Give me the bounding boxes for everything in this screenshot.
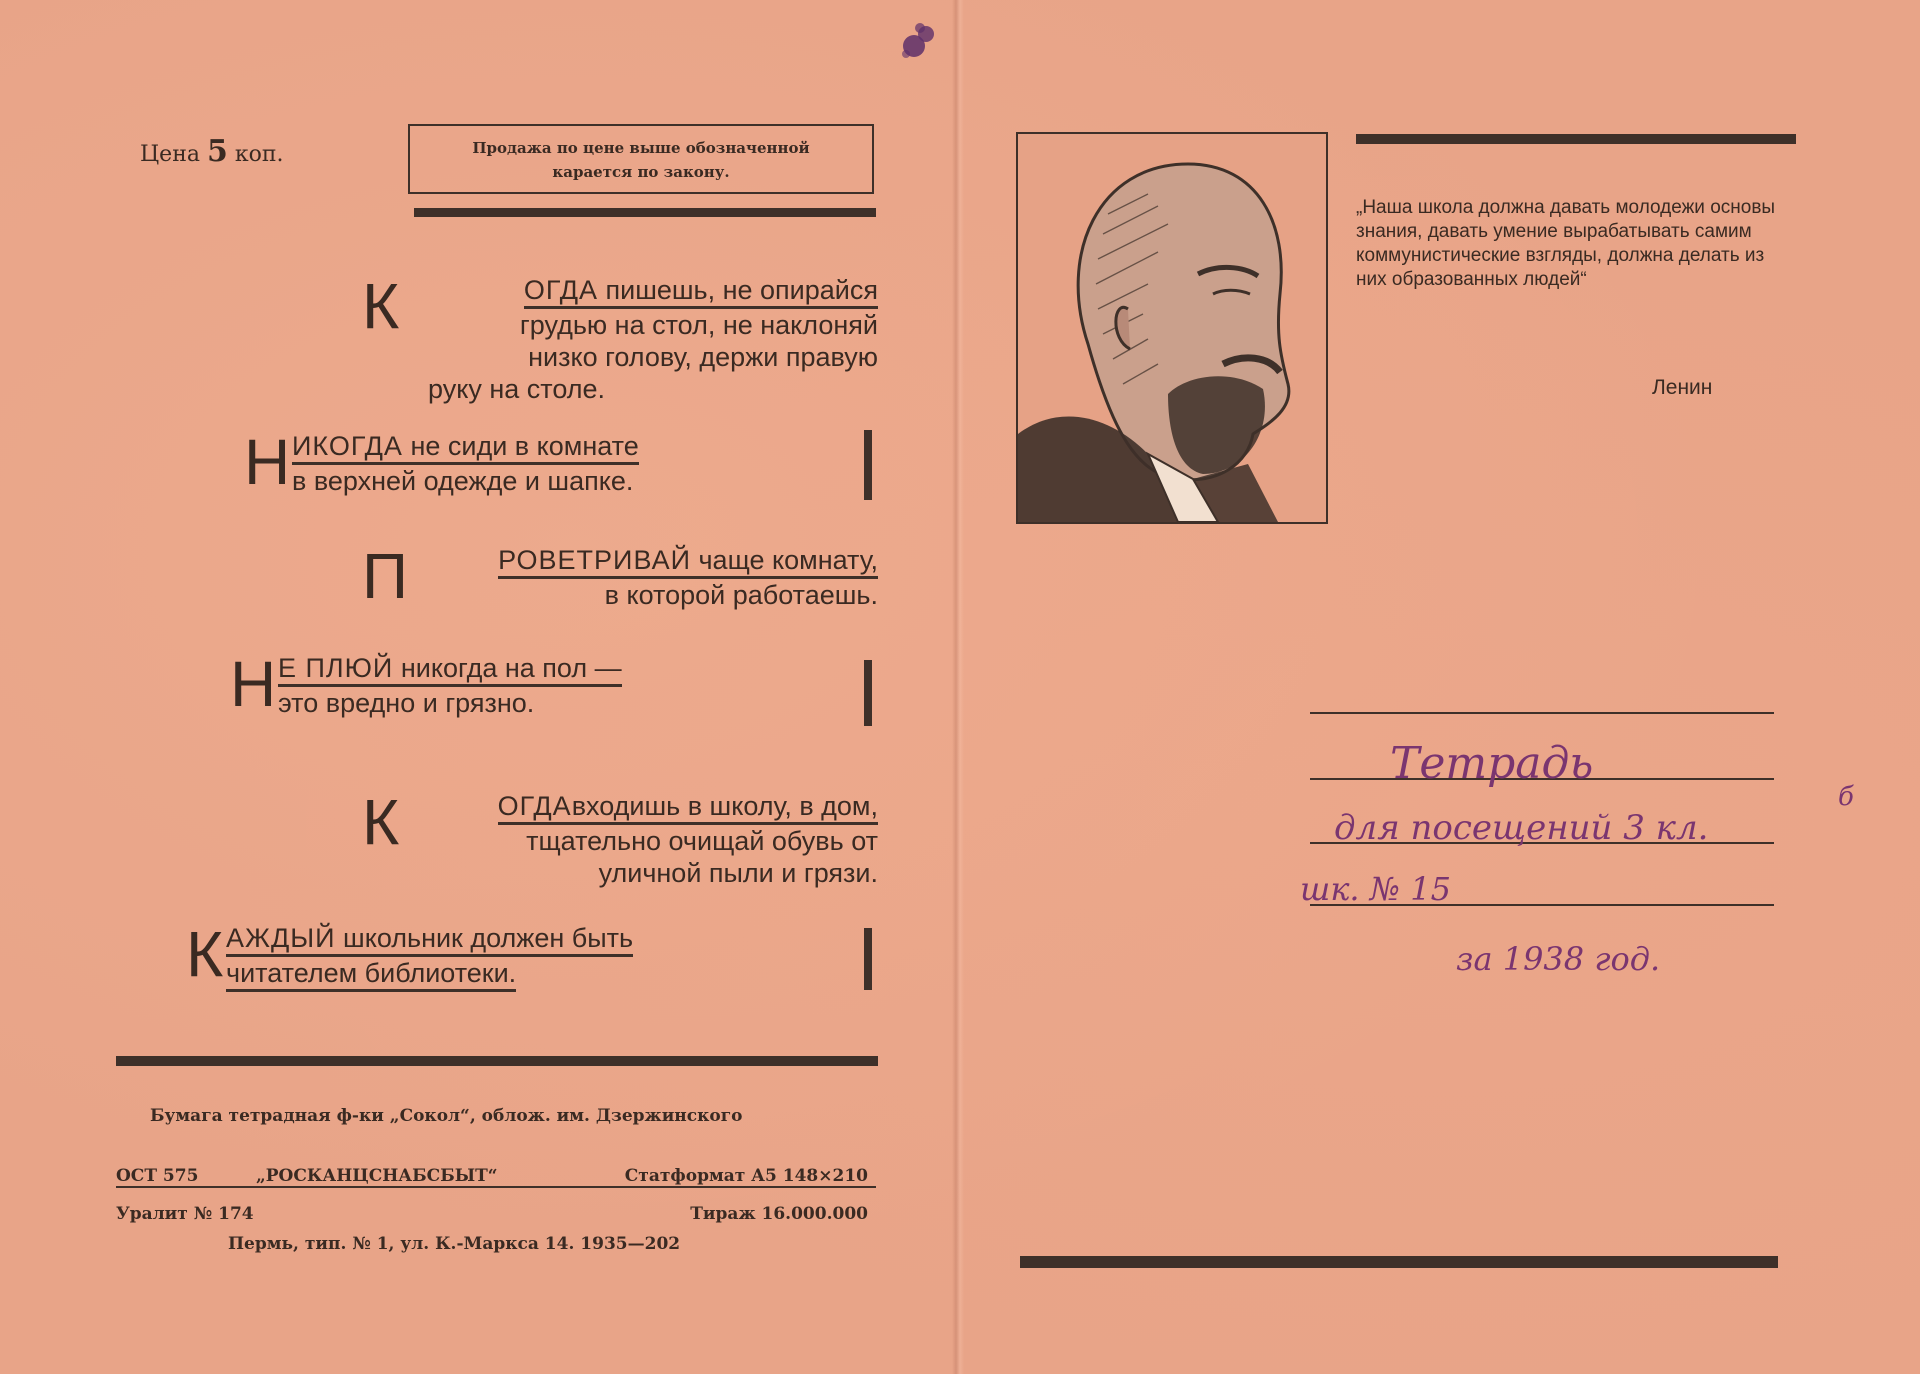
rule-2-line-2: в верхней одежде и шапке. [292,466,634,496]
rule-4 [278,652,758,719]
portrait-image [1018,134,1326,522]
rule-5-line-1: ОГДАвходишь в школу, в дом, [498,790,878,825]
notice-line-2: карается по закону. [552,163,730,181]
top-rule-left [414,208,876,217]
rule-4-side-bar [864,660,872,726]
rule-3-line-2: в которой работаешь. [604,580,878,610]
notice-line-1: Продажа по цене выше обозначенной [472,139,810,157]
imprint-tirage-line [116,1204,876,1228]
handwritten-year: за 1938 год. [1456,940,1661,978]
rule-5 [408,790,878,889]
rule-1-line-2: грудью на стол, не наклоняй [519,310,878,340]
price-unit: коп. [234,142,284,167]
rule-2-side-bar [864,430,872,500]
price-label: Цена [140,142,200,167]
rule-1-line-4: руку на столе. [428,374,606,404]
rule-1 [408,274,878,405]
imprint-ost: ОСТ 575 [116,1166,199,1186]
rule-3 [408,544,878,611]
top-rule-right [1356,134,1796,144]
write-line-1 [1310,712,1774,714]
handwritten-school: шк. № 15 [1300,870,1451,908]
rule-6-side-bar [864,928,872,990]
imprint-format: Статформат А5 148×210 [624,1166,868,1186]
rule-6-line-1: АЖДЫЙ школьник должен быть [226,922,633,957]
rule-4-line-1: Е ПЛЮЙ никогда на пол — [278,652,622,687]
quote-author: Ленин [1652,376,1713,399]
portrait-engraving [1016,132,1328,524]
price-line [140,134,284,169]
rule-1-initial: К [362,270,400,342]
bottom-rule-left [116,1056,878,1066]
lenin-quote: „Наша школа должна давать молодежи основы знания, давать умение вырабатывать самим коммунистические взгляды, должна делать из них образованных людей“ [1356,197,1776,290]
imprint-underline [116,1186,876,1188]
rule-3-initial: П [362,540,408,612]
rule-4-initial: Н [230,648,277,720]
imprint-glavlit: Уралит № 174 [116,1204,254,1224]
rule-5-initial: К [362,786,400,858]
price-value: 5 [206,134,228,169]
ink-blot [892,14,944,66]
rule-6-initial: К [186,918,224,990]
handwritten-purpose: для посещений 3 кл. [1334,808,1709,848]
rule-2-line-1: ИКОГДА не сиди в комнате [292,430,639,465]
rule-5-line-3: уличной пыли и грязи. [598,858,878,888]
imprint-tirage: Тираж 16.000.000 [690,1204,868,1224]
price-notice-box [408,124,874,194]
rule-3-line-1: РОВЕТРИВАЙ чаще комнату, [498,544,878,579]
imprint-brand: „РОСКАНЦСНАБСБЫТ“ [256,1166,498,1186]
rule-2-initial: Н [244,426,291,498]
handwritten-title: Тетрадь [1390,738,1594,789]
rule-6 [226,922,766,992]
center-fold [952,0,964,1374]
rule-5-line-2: тщательно очищай обувь от [526,826,878,856]
rule-6-line-2: читателем библиотеки. [226,957,516,992]
rule-2 [292,430,752,497]
imprint-printer: Пермь, тип. № 1, ул. К.-Маркса 14. 1935—202 [228,1234,681,1254]
rule-4-line-2: это вредно и грязно. [278,688,535,718]
rule-1-line-1: ОГДА пишешь, не опирайся [524,274,878,309]
bottom-rule-right [1020,1256,1778,1268]
rule-1-line-3: низко голову, держи правую [528,342,878,372]
imprint-paper: Бумага тетрадная ф-ки „Сокол“, облож. им. Дзержинского [150,1106,743,1126]
handwritten-class-letter: б [1838,782,1854,812]
